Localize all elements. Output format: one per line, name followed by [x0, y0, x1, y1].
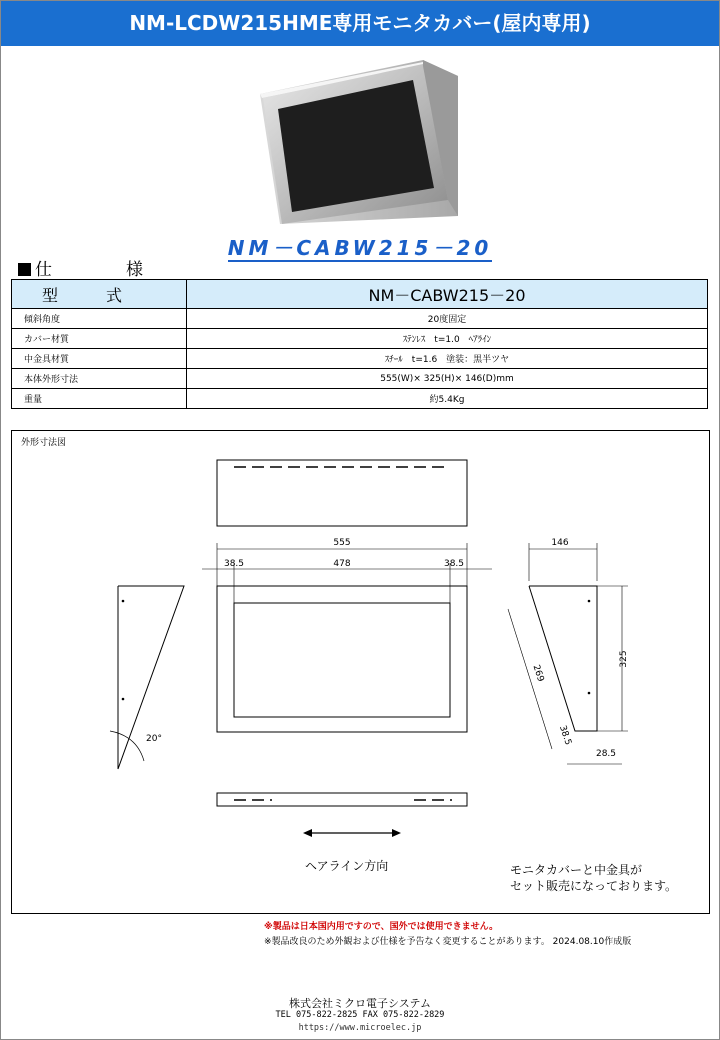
spec-label: 重量 — [12, 389, 187, 409]
spec-heading-char1: 仕 — [35, 260, 52, 280]
screw-hole — [122, 600, 125, 603]
company-contact: TEL 075-822-2825 FAX 075-822-2829 — [275, 1010, 445, 1020]
spec-header-value: NM－CABW215－20 — [187, 280, 708, 309]
screw-hole — [588, 692, 591, 695]
company-url[interactable]: https://www.microelec.jp — [298, 1023, 422, 1033]
page-title: NM-LCDW215HME専用モニタカバー(屋内専用) — [1, 1, 719, 46]
spec-heading — [18, 255, 143, 280]
dim-38-5-right: 38.5 — [443, 559, 465, 569]
note-line: モニタカバーと中金具が — [510, 863, 643, 877]
dimension-drawing — [11, 430, 710, 914]
spec-header-label: 型 式 — [12, 280, 187, 309]
dim-555: 555 — [333, 538, 351, 548]
spec-table — [11, 279, 708, 409]
hairline-direction-label: ヘアライン方向 — [305, 859, 389, 873]
product-photo — [258, 54, 458, 224]
dim-38-5-left: 38.5 — [223, 559, 245, 569]
spec-value: 20度固定 — [187, 309, 708, 329]
spec-header-row — [12, 280, 708, 309]
table-row — [12, 349, 708, 369]
spec-value: ｽﾁｰﾙ t=1.6 塗装：黒半ツヤ — [187, 349, 708, 369]
front-view-outer — [217, 586, 467, 732]
drawing-label: 外形寸法図 — [21, 438, 67, 448]
spec-heading-char2: 様 — [126, 260, 143, 280]
spec-label: 中金具材質 — [12, 349, 187, 369]
dim-325: 325 — [619, 650, 629, 668]
angle-label: 20° — [146, 734, 162, 744]
spec-value: ｽﾃﾝﾚｽ t=1.0 ﾍｱﾗｲﾝ — [187, 329, 708, 349]
table-row — [12, 309, 708, 329]
angle-arc — [110, 731, 144, 761]
change-notice: ※製品改良のため外観および仕様を予告なく変更することがあります。 2024.08.10作成版 — [264, 937, 632, 947]
dim-269: 269 — [530, 663, 546, 684]
dim-478: 478 — [333, 559, 351, 569]
spec-label: カバー材質 — [12, 329, 187, 349]
screw-hole — [122, 698, 125, 701]
top-view — [217, 460, 467, 526]
arrow-right-icon — [392, 829, 401, 837]
drawing-svg — [12, 431, 709, 913]
company-name: 株式会社ミクロ電子システム — [289, 997, 431, 1010]
table-row — [12, 329, 708, 349]
spec-label: 傾斜角度 — [12, 309, 187, 329]
spec-value: 約5.4Kg — [187, 389, 708, 409]
spec-label: 本体外形寸法 — [12, 369, 187, 389]
square-bullet-icon — [18, 263, 31, 276]
screw-hole — [588, 600, 591, 603]
note-line: セット販売になっております。 — [510, 879, 678, 893]
dim-38-5-side: 38.5 — [557, 724, 573, 747]
sales-note — [510, 862, 677, 894]
model-name: NM－CABW215－20 — [227, 236, 493, 260]
front-view-inner — [234, 603, 450, 717]
domestic-use-notice: ※製品は日本国内用ですので、国外では使用できません。 — [264, 922, 499, 932]
table-row — [12, 389, 708, 409]
spec-value: 555(W)× 325(H)× 146(D)mm — [187, 369, 708, 389]
dim-146: 146 — [551, 538, 569, 548]
dim-28-5: 28.5 — [595, 749, 617, 759]
arrow-left-icon — [303, 829, 312, 837]
table-row — [12, 369, 708, 389]
